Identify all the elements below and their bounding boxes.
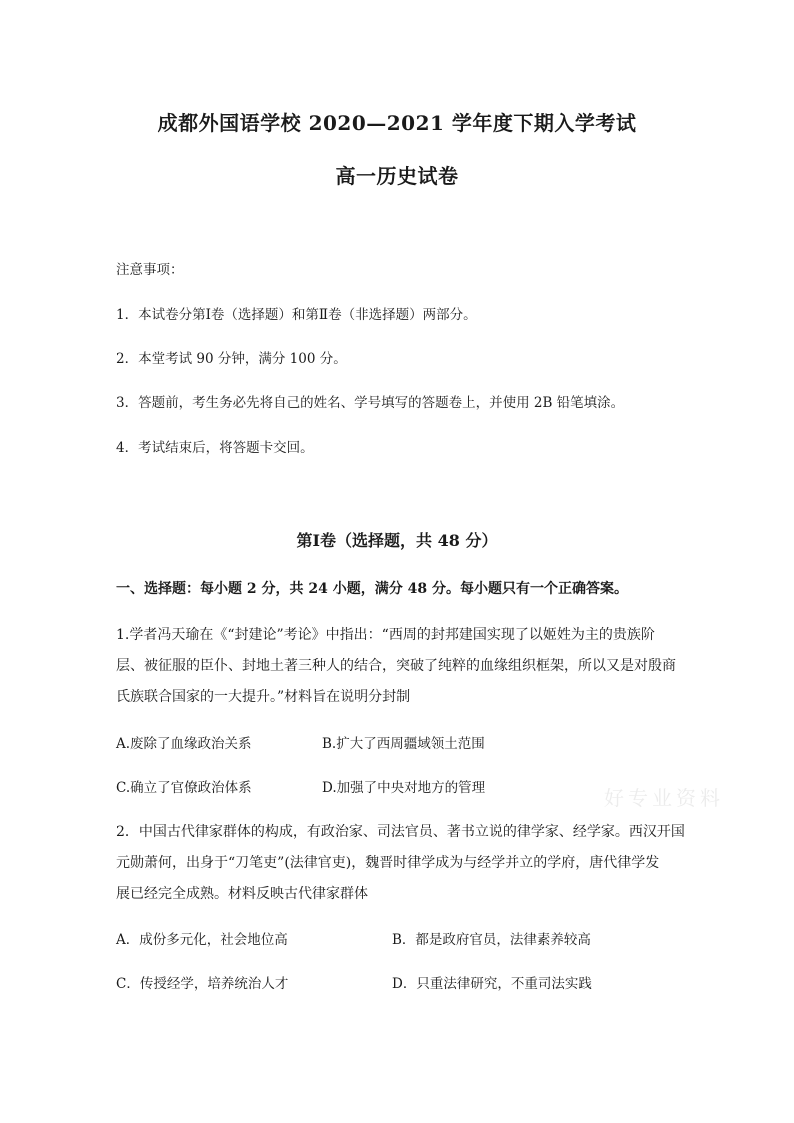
question-1-option-d: D.加强了中央对地方的管理 xyxy=(322,780,486,796)
note-item: 4．考试结束后，将答题卡交回。 xyxy=(116,440,314,456)
question-2-line: 展已经完全成熟。材料反映古代律家群体 xyxy=(116,886,368,902)
question-1-option-c: C.确立了官僚政治体系 xyxy=(116,780,252,796)
question-2-line: 元勋萧何，出身于“刀笔吏”(法律官吏)，魏晋时律学成为与经学并立的学府，唐代律学发 xyxy=(116,855,660,871)
exam-title: 成都外国语学校 2020—2021 学年度下期入学考试 xyxy=(157,111,637,135)
watermark: 好专业资料 xyxy=(604,786,724,810)
question-1-option-a: A.废除了血缘政治关系 xyxy=(116,736,252,752)
exam-subtitle: 高一历史试卷 xyxy=(335,164,459,188)
section-instruction: 一、选择题：每小题 2 分，共 24 小题，满分 48 分。每小题只有一个正确答案。 xyxy=(116,581,628,597)
section-title: 第Ⅰ卷（选择题，共 48 分） xyxy=(296,531,498,550)
question-1-option-b: B.扩大了西周疆域领土范围 xyxy=(322,736,485,752)
note-item: 3．答题前，考生务必先将自己的姓名、学号填写的答题卷上，并使用 2B 铅笔填涂。 xyxy=(116,395,625,411)
notes-heading: 注意事项： xyxy=(116,262,184,278)
question-1-line: 1.学者冯天瑜在《“封建论”考论》中指出：“西周的封邦建国实现了以姬姓为主的贵族阶 xyxy=(116,627,655,643)
question-1-line: 层、被征服的臣仆、封地土著三种人的结合，突破了纯粹的血缘组织框架，所以又是对殷商 xyxy=(116,658,676,674)
question-2-option-c: C．传授经学，培养统治人才 xyxy=(116,976,289,992)
question-2-option-a: A．成份多元化，社会地位高 xyxy=(116,932,288,948)
question-2-line: 2．中国古代律家群体的构成，有政治家、司法官员、著书立说的律学家、经学家。西汉开国 xyxy=(116,824,685,840)
note-item: 1．本试卷分第Ⅰ卷（选择题）和第Ⅱ卷（非选择题）两部分。 xyxy=(116,307,477,323)
note-item: 2．本堂考试 90 分钟，满分 100 分。 xyxy=(116,351,347,367)
question-2-option-d: D．只重法律研究，不重司法实践 xyxy=(392,976,592,992)
question-2-option-b: B．都是政府官员，法律素养较高 xyxy=(392,932,591,948)
question-1-line: 氏族联合国家的一大提升。”材料旨在说明分封制 xyxy=(116,689,411,705)
